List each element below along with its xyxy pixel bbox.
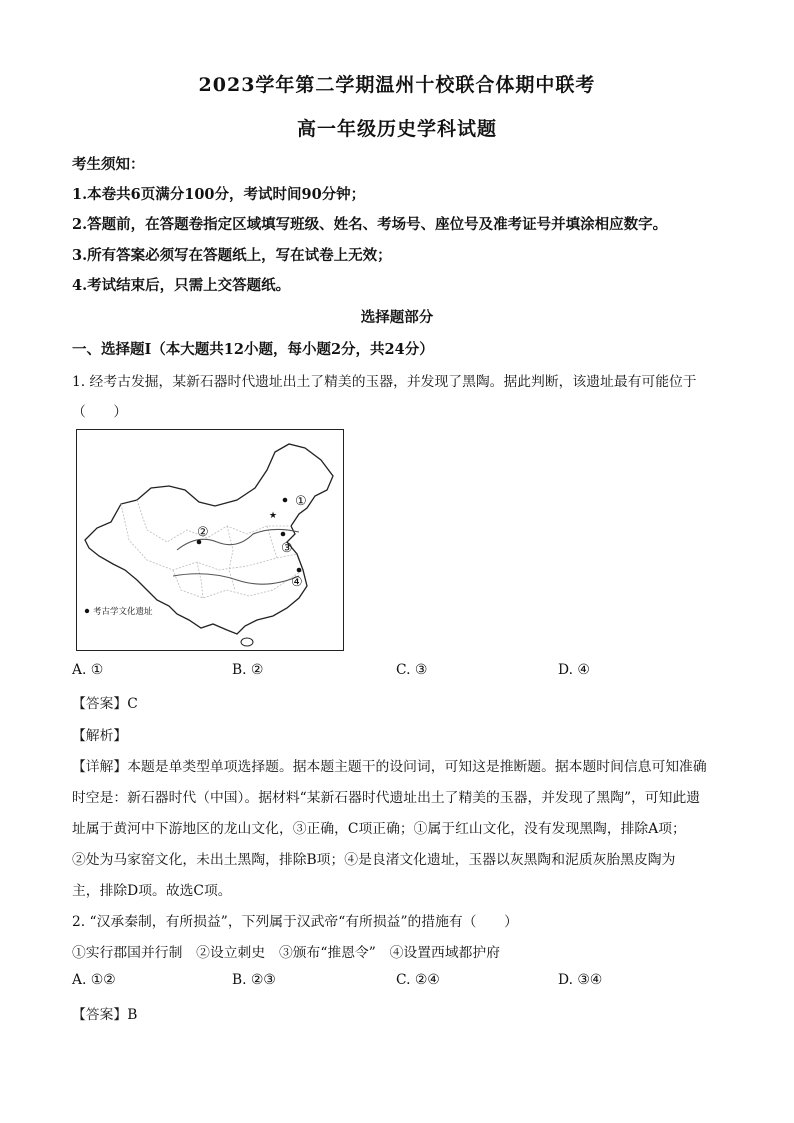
site-dot-1: [283, 498, 288, 503]
q2-option-a: A. ①②: [72, 972, 116, 988]
q1-detail-line-1: [72, 755, 707, 775]
q1-answer-tag: 【答案】: [72, 696, 128, 712]
exam-subtitle: 高一年级历史学科试题: [296, 118, 497, 140]
notice-item-3: 3.所有答案必须写在答题纸上，写在试卷上无效；: [72, 247, 392, 264]
q2-answer-value: B: [127, 1007, 138, 1023]
part-heading: 一、选择题Ⅰ（本大题共12小题，每小题2分，共24分）: [72, 341, 434, 358]
exam-title: 2023学年第二学期温州十校联合体期中联考: [198, 74, 596, 96]
notice-item-2: 2.答题前，在答题卷指定区域填写班级、姓名、考场号、座位号及准考证号并填涂相应数字。: [72, 216, 668, 233]
q1-option-c: C. ③: [396, 662, 428, 678]
china-map-svg: [77, 430, 343, 650]
site-label-2: ②: [197, 525, 209, 540]
site-dot-4: [297, 568, 302, 573]
q1-option-b: B. ②: [232, 662, 264, 678]
site-label-1: ①: [295, 494, 307, 509]
map-legend: 考古学文化遗址: [93, 607, 153, 617]
q2-answer-tag: 【答案】: [72, 1007, 128, 1023]
q1-detail-line-5: 主，排除D项。故选C项。: [72, 883, 232, 899]
q1-detail-line-2: 时空是：新石器时代（中国）。据材料“某新石器时代遗址出土了精美的玉器，并发现了黑陶”，可知此遗: [72, 790, 701, 806]
section-title: 选择题部分: [360, 309, 434, 326]
q2-stem: 2. “汉承秦制，有所损益”，下列属于汉武帝“有所损益”的措施有（ ）: [72, 914, 518, 930]
q2-option-c: C. ②④: [396, 972, 440, 988]
legend-dot: [85, 609, 89, 613]
q2-answer-line: [72, 1003, 137, 1023]
site-label-3: ③: [281, 541, 293, 556]
q1-option-d: D. ④: [558, 662, 590, 678]
notice-item-1: 1.本卷共6页满分100分，考试时间90分钟；: [72, 186, 366, 203]
china-map-figure: [76, 429, 344, 651]
site-dot-3: [281, 532, 286, 537]
q1-answer-value: C: [127, 696, 138, 712]
site-dot-2: [197, 540, 202, 545]
q2-option-d: D. ③④: [558, 972, 603, 988]
q1-option-a: A. ①: [72, 662, 104, 678]
q1-analysis-tag: 【解析】: [72, 728, 128, 744]
capital-star-icon: ★: [268, 511, 278, 521]
notice-heading: 考生须知：: [72, 156, 145, 173]
yangtze-river: [173, 574, 299, 584]
q1-detail-line-3: 址属于黄河中下游地区的龙山文化，③正确，C项正确；①属于红山文化，没有发现黑陶，排除A项；: [72, 821, 686, 837]
q1-answer-paren: （ ）: [72, 404, 128, 420]
notice-item-4: 4.考试结束后，只需上交答题纸。: [72, 277, 291, 294]
q1-stem: 1. 经考古发掘，某新石器时代遗址出土了精美的玉器，并发现了黑陶。据此判断，该遗址最有可能位于: [72, 374, 697, 390]
site-label-4: ④: [291, 575, 303, 590]
hainan-island: [241, 638, 253, 646]
q2-items: ①实行郡国并行制 ②设立刺史 ③颁布“推恩令” ④设置西域都护府: [72, 945, 501, 961]
q1-answer-line: [72, 692, 138, 712]
q2-option-b: B. ②③: [232, 972, 276, 988]
q1-detail-text-1: 本题是单类型单项选择题。据本题主题干的设问词，可知这是推断题。据本题时间信息可知准确: [127, 759, 707, 775]
q1-detail-tag: 【详解】: [72, 759, 128, 775]
q1-detail-line-4: ②处为马家窑文化，未出土黑陶，排除B项；④是良渚文化遗址，玉器以灰黑陶和泥质灰胎黑皮陶为: [72, 852, 676, 868]
china-outline: [85, 444, 333, 634]
